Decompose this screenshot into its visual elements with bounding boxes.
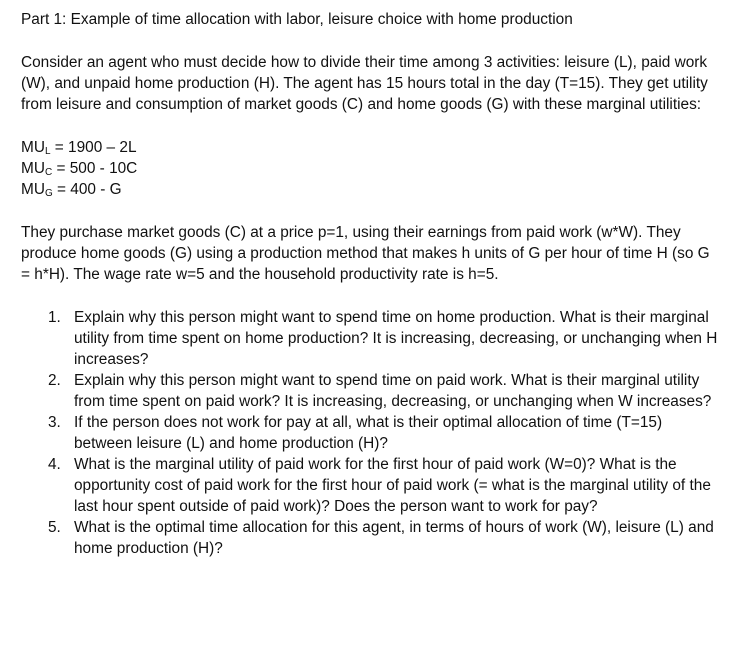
marginal-utility-formulas (21, 137, 721, 200)
question-item (48, 307, 721, 370)
production-paragraph: They purchase market goods (C) at a price p=1, using their earnings from paid work (w*W). They produce home goods (G) using a production method that makes h units of G per hour of time H (so G = h*H). The wage rate w=5 and the household productivity rate is h=5. (21, 224, 710, 283)
document-title: Part 1: Example of time allocation with labor, leisure choice with home production (21, 11, 573, 28)
formula-mu-home-goods: $MU_G = 400 - G$ (21, 181, 122, 199)
question-item (48, 412, 721, 454)
question-item (48, 454, 721, 517)
question-number: 1. (48, 309, 61, 326)
question-text: Explain why this person might want to spend time on home production. What is their marginal utility from time spent on home production? It is increasing, decreasing, or unchanging when H increases? (74, 309, 718, 368)
formula-mu-leisure: $MU_L = 1900 - 2L$ (21, 139, 137, 157)
question-number: 5. (48, 519, 61, 536)
formula-mu-consumption: $MU_C = 500 - 10C$ (21, 160, 138, 178)
question-text: Explain why this person might want to spend time on paid work. What is their marginal utility from time spent on paid work? It is increasing, decreasing, or unchanging when W increases? (74, 372, 712, 410)
question-number: 2. (48, 372, 61, 389)
question-list (21, 307, 721, 559)
question-item (48, 370, 721, 412)
question-text: If the person does not work for pay at all, what is their optimal allocation of time (T=15) between leisure (L) and home production (H)? (74, 414, 663, 452)
intro-paragraph: Consider an agent who must decide how to divide their time among 3 activities: leisure (L), paid work (W), and unpaid home production (H). The agent has 15 hours total in the day (T=15). They get utility from leisure and consumption of market goods (C) and home goods (G) with these marginal utilities: (21, 54, 708, 113)
question-number: 4. (48, 456, 61, 473)
question-item (48, 517, 721, 559)
question-text: What is the optimal time allocation for this agent, in terms of hours of work (W), leisure (L) and home production (H)? (74, 519, 714, 557)
question-number: 3. (48, 414, 61, 431)
question-text: What is the marginal utility of paid work for the first hour of paid work (W=0)? What is the opportunity cost of paid work for the first hour of paid work (= what is the marginal utility of the last hour spent outside of paid work)? Does the person want to work for pay? (74, 456, 711, 515)
